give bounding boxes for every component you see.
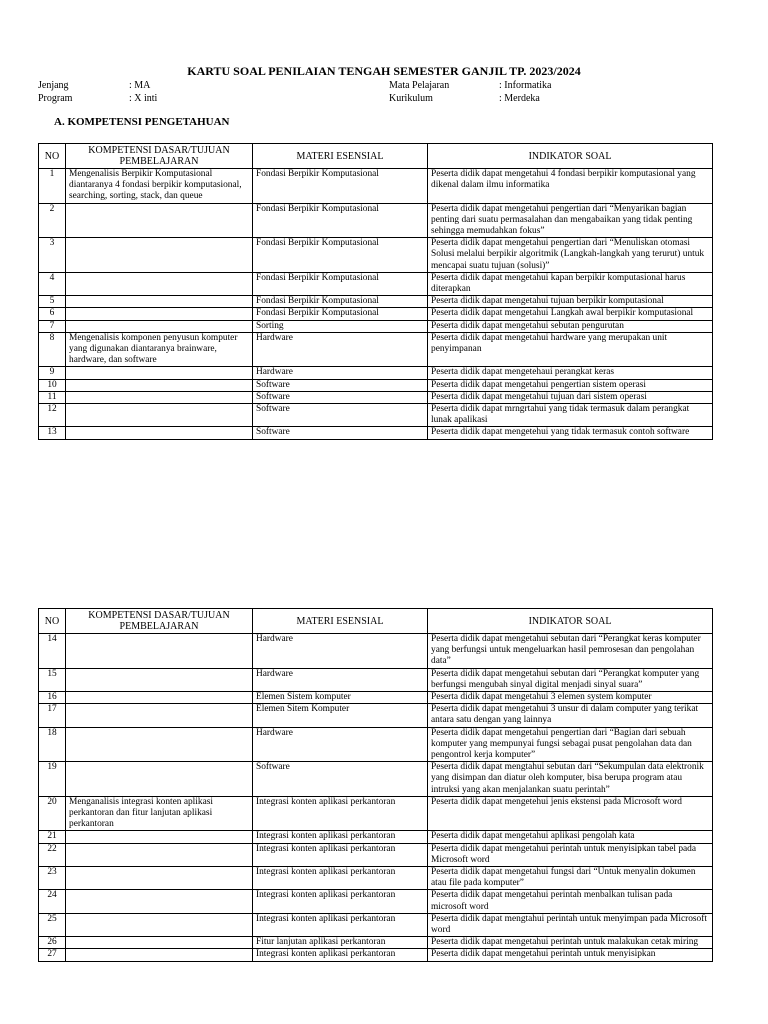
cell-indikator: Peserta didik dapat mengetahui 4 fondasi berpikir komputasional yang dikenal dalam ilmu informatika — [428, 169, 713, 204]
cell-materi: Software — [253, 404, 428, 427]
cell-kompetensi — [66, 692, 253, 704]
header-no: NO — [39, 609, 66, 634]
cell-materi: Fondasi Berpikir Komputasional — [253, 169, 428, 204]
program-value: : X inti — [129, 93, 158, 104]
cell-no: 13 — [39, 427, 66, 439]
table-row — [39, 332, 713, 367]
cell-materi: Software — [253, 391, 428, 403]
page-title: KARTU SOAL PENILAIAN TENGAH SEMESTER GANJIL TP. 2023/2024 — [187, 64, 581, 78]
cell-kompetensi — [66, 203, 253, 238]
cell-kompetensi — [66, 367, 253, 379]
cell-no: 17 — [39, 704, 66, 727]
cell-indikator: Peserta didik dapat mengetahui 3 unsur di dalam computer yang terikat antara satu dengan yang lainnya — [428, 704, 713, 727]
cell-materi: Integrasi konten aplikasi perkantoran — [253, 796, 428, 831]
section-title: A. KOMPETENSI PENGETAHUAN — [54, 116, 230, 128]
cell-kompetensi — [66, 867, 253, 890]
cell-materi: Software — [253, 379, 428, 391]
cell-kompetensi — [66, 762, 253, 797]
table-header-row — [39, 144, 713, 169]
cell-indikator: Peserta didik dapat mengetahui perintah untuk menyisipkan tabel pada Microsoft word — [428, 843, 713, 866]
cell-indikator: Peserta didik dapat mengetahui sebutan pengurutan — [428, 320, 713, 332]
cell-kompetensi — [66, 427, 253, 439]
cell-kompetensi — [66, 668, 253, 691]
cell-kompetensi — [66, 272, 253, 295]
cell-kompetensi — [66, 296, 253, 308]
table-row — [39, 308, 713, 320]
cell-no: 21 — [39, 831, 66, 843]
cell-no: 18 — [39, 727, 66, 762]
table-row — [39, 296, 713, 308]
table-row — [39, 379, 713, 391]
cell-no: 4 — [39, 272, 66, 295]
cell-kompetensi — [66, 308, 253, 320]
cell-no: 9 — [39, 367, 66, 379]
kurikulum-label: Kurikulum — [389, 93, 433, 104]
cell-no: 6 — [39, 308, 66, 320]
table-row — [39, 404, 713, 427]
cell-indikator: Peserta didik dapat mengetahui perintah untuk malakukan cetak miring — [428, 937, 713, 949]
cell-indikator: Peserta didik dapat mengetahui hardware yang merupakan unit penyimpanan — [428, 332, 713, 367]
cell-materi: Integrasi konten aplikasi perkantoran — [253, 843, 428, 866]
table-row — [39, 634, 713, 669]
cell-no: 14 — [39, 634, 66, 669]
cell-materi: Integrasi konten aplikasi perkantoran — [253, 949, 428, 961]
table-row — [39, 668, 713, 691]
table-row — [39, 867, 713, 890]
cell-materi: Fondasi Berpikir Komputasional — [253, 272, 428, 295]
cell-indikator: Peserta didik dapat mengtahui perintah untuk menyimpan pada Microsoft word — [428, 913, 713, 936]
mapel-value: : Informatika — [499, 80, 552, 91]
cell-materi: Software — [253, 762, 428, 797]
cell-kompetensi — [66, 831, 253, 843]
cell-materi: Fitur lanjutan aplikasi perkantoran — [253, 937, 428, 949]
cell-indikator: Peserta didik dapat mengetahui tujuan dari sistem operasi — [428, 391, 713, 403]
program-label: Program — [38, 93, 73, 104]
header-no: NO — [39, 144, 66, 169]
cell-indikator: Peserta didik dapat mengetahui pengertian dari “Bagian dari sebuah komputer yang mempunyai fungsi sebagai pusat pengolahan data dan pengontrol kerja komputer” — [428, 727, 713, 762]
cell-materi: Hardware — [253, 367, 428, 379]
cell-no: 2 — [39, 203, 66, 238]
cell-no: 20 — [39, 796, 66, 831]
cell-indikator: Peserta didik dapat mengetahui sebutan dari “Perangkat komputer yang berfungsi mengubah sinyal digital menjadi sinyal suara” — [428, 668, 713, 691]
table-row — [39, 704, 713, 727]
cell-no: 25 — [39, 913, 66, 936]
cell-kompetensi — [66, 391, 253, 403]
cell-indikator: Peserta didik dapat mengetehui yang tidak termasuk contoh software — [428, 427, 713, 439]
cell-no: 1 — [39, 169, 66, 204]
cell-no: 26 — [39, 937, 66, 949]
table-row — [39, 727, 713, 762]
question-table-1 — [38, 143, 713, 440]
cell-no: 5 — [39, 296, 66, 308]
cell-kompetensi — [66, 379, 253, 391]
question-table-2 — [38, 608, 713, 962]
cell-indikator: Peserta didik dapat mengetahui tujuan berpikir komputasional — [428, 296, 713, 308]
cell-materi: Fondasi Berpikir Komputasional — [253, 308, 428, 320]
cell-kompetensi: Mengenalisis komponen penyusun komputer yang digunakan diantaranya brainware, hardware, dan software — [66, 332, 253, 367]
header-materi: MATERI ESENSIAL — [253, 144, 428, 169]
cell-kompetensi: Menganalisis integrasi konten aplikasi perkantoran dan fitur lanjutan aplikasi perkantoran — [66, 796, 253, 831]
cell-indikator: Peserta didik dapat mengetahui fungsi dari “Untuk menyalin dokumen atau file pada komputer” — [428, 867, 713, 890]
cell-materi: Integrasi konten aplikasi perkantoran — [253, 890, 428, 913]
cell-indikator: Peserta didik dapat mengetahui pengertian dari “Menyarikan bagian penting dari suatu permasalahan dan mengabaikan yang tidak penting sehingga memudahkan fokus” — [428, 203, 713, 238]
table-row — [39, 272, 713, 295]
cell-indikator: Peserta didik dapat mengetahui sebutan dari “Perangkat keras komputer yang berfungsi untuk mengeluarkan hasil pemrosesan dan pengolahan data” — [428, 634, 713, 669]
table-row — [39, 391, 713, 403]
cell-materi: Elemen Sitem Komputer — [253, 704, 428, 727]
cell-indikator: Peserta didik dapat mengetahui kapan berpikir komputasional harus diterapkan — [428, 272, 713, 295]
cell-no: 27 — [39, 949, 66, 961]
cell-kompetensi — [66, 843, 253, 866]
table-header-row — [39, 609, 713, 634]
cell-kompetensi — [66, 913, 253, 936]
jenjang-value: : MA — [129, 80, 151, 91]
cell-materi: Fondasi Berpikir Komputasional — [253, 296, 428, 308]
cell-materi: Hardware — [253, 668, 428, 691]
table-row — [39, 843, 713, 866]
cell-indikator: Peserta didik dapat mengetahui Langkah awal berpikir komputasional — [428, 308, 713, 320]
cell-materi: Elemen Sistem komputer — [253, 692, 428, 704]
cell-kompetensi: Mengenalisis Berpikir Komputasional diantaranya 4 fondasi berpikir komputasional, searching, sorting, stack, dan queue — [66, 169, 253, 204]
cell-materi: Integrasi konten aplikasi perkantoran — [253, 913, 428, 936]
cell-materi: Sorting — [253, 320, 428, 332]
cell-kompetensi — [66, 727, 253, 762]
table-row — [39, 762, 713, 797]
cell-indikator: Peserta didik dapat mengetahui pengertian dari “Menuliskan otomasi Solusi melalui berpikir algoritmik (Langkah-langkah yang terurut) untuk mencapai suatu tujuan (solusi)” — [428, 238, 713, 273]
table-row — [39, 831, 713, 843]
cell-no: 10 — [39, 379, 66, 391]
cell-kompetensi — [66, 937, 253, 949]
header-materi: MATERI ESENSIAL — [253, 609, 428, 634]
table-row — [39, 890, 713, 913]
cell-indikator: Peserta didik dapat mengetehui jenis ekstensi pada Microsoft word — [428, 796, 713, 831]
cell-no: 24 — [39, 890, 66, 913]
kurikulum-value: : Merdeka — [499, 93, 540, 104]
cell-indikator: Peserta didik dapat mengetahui perintah menbalkan tulisan pada microsoft word — [428, 890, 713, 913]
cell-indikator: Peserta didik dapat mengetahui perintah untuk menyisipkan — [428, 949, 713, 961]
table-row — [39, 937, 713, 949]
cell-materi: Fondasi Berpikir Komputasional — [253, 203, 428, 238]
cell-no: 22 — [39, 843, 66, 866]
cell-kompetensi — [66, 320, 253, 332]
table-row — [39, 169, 713, 204]
table-row — [39, 692, 713, 704]
cell-indikator: Peserta didik dapat mrngrtahui yang tidak termasuk dalam perangkat lunak apalikasi — [428, 404, 713, 427]
table-row — [39, 427, 713, 439]
cell-no: 19 — [39, 762, 66, 797]
header-indikator: INDIKATOR SOAL — [428, 609, 713, 634]
cell-indikator: Peserta didik dapat mengetahui aplikasi pengolah kata — [428, 831, 713, 843]
cell-no: 11 — [39, 391, 66, 403]
table-row — [39, 238, 713, 273]
cell-indikator: Peserta didik dapat mengetahui 3 elemen system komputer — [428, 692, 713, 704]
cell-materi: Hardware — [253, 332, 428, 367]
cell-indikator: Peserta didik dapat mengtahui sebutan dari “Sekumpulan data elektronik yang disimpan dan diatur oleh komputer, bisa berupa program atau intruksi yang akan menjalankan suatu perintah” — [428, 762, 713, 797]
table-row — [39, 913, 713, 936]
cell-materi: Integrasi konten aplikasi perkantoran — [253, 867, 428, 890]
cell-no: 3 — [39, 238, 66, 273]
cell-indikator: Peserta didik dapat mengetehaui perangkat keras — [428, 367, 713, 379]
cell-kompetensi — [66, 634, 253, 669]
cell-materi: Software — [253, 427, 428, 439]
cell-no: 16 — [39, 692, 66, 704]
mapel-label: Mata Pelajaran — [389, 80, 450, 91]
cell-kompetensi — [66, 704, 253, 727]
cell-kompetensi — [66, 949, 253, 961]
cell-materi: Fondasi Berpikir Komputasional — [253, 238, 428, 273]
cell-materi: Hardware — [253, 727, 428, 762]
cell-indikator: Peserta didik dapat mengetahui pengertian sistem operasi — [428, 379, 713, 391]
cell-no: 7 — [39, 320, 66, 332]
cell-no: 8 — [39, 332, 66, 367]
table-row — [39, 949, 713, 961]
cell-no: 15 — [39, 668, 66, 691]
cell-no: 12 — [39, 404, 66, 427]
header-kd: KOMPETENSI DASAR/TUJUAN PEMBELAJARAN — [66, 609, 253, 634]
cell-kompetensi — [66, 404, 253, 427]
cell-no: 23 — [39, 867, 66, 890]
jenjang-label: Jenjang — [38, 80, 69, 91]
cell-kompetensi — [66, 238, 253, 273]
cell-kompetensi — [66, 890, 253, 913]
cell-materi: Hardware — [253, 634, 428, 669]
cell-materi: Integrasi konten aplikasi perkantoran — [253, 831, 428, 843]
table-row — [39, 203, 713, 238]
header-kd: KOMPETENSI DASAR/TUJUAN PEMBELAJARAN — [66, 144, 253, 169]
header-indikator: INDIKATOR SOAL — [428, 144, 713, 169]
table-row — [39, 796, 713, 831]
table-row — [39, 367, 713, 379]
table-row — [39, 320, 713, 332]
